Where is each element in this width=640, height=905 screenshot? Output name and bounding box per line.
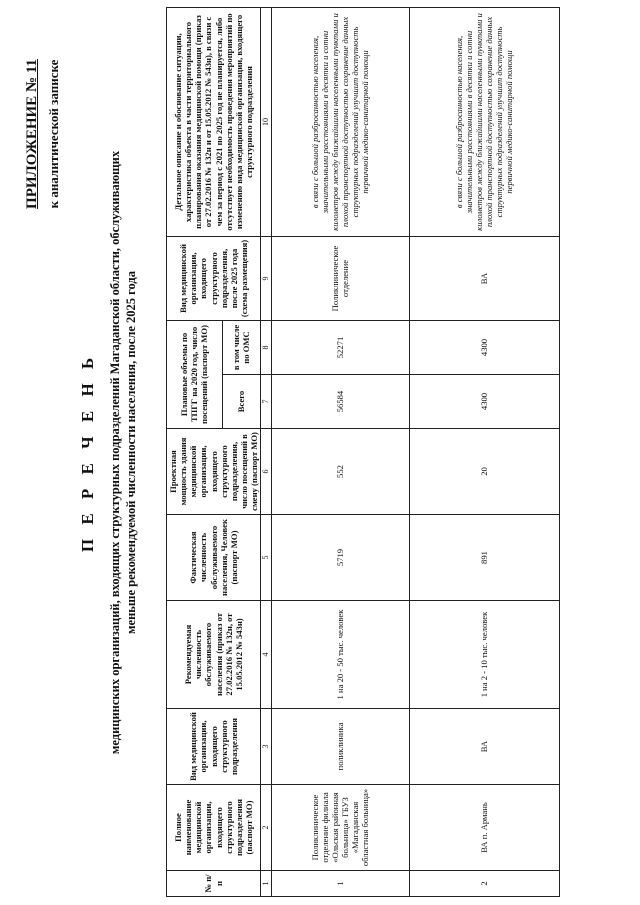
- column-number-row: [261, 7, 271, 896]
- row-number: 2: [409, 871, 559, 897]
- appendix-title: ПРИЛОЖЕНИЕ № 11: [24, 59, 40, 209]
- column-number: 6: [261, 429, 271, 515]
- row-oms: 52271: [271, 320, 409, 374]
- table-row: [409, 7, 559, 896]
- organizations-table: [166, 7, 560, 897]
- column-number: 3: [261, 709, 271, 785]
- header-row: [167, 7, 223, 896]
- row-type: поликлиника: [271, 709, 409, 785]
- row-actual: 5719: [271, 515, 409, 601]
- row-total: 56584: [271, 375, 409, 429]
- row-type: ВА: [409, 709, 559, 785]
- row-description: в связи с большой разбросанностью населения, значительными расстояниями в десятки и сотни километров между ближайшими населенными пунктами и плохой транспортной доступностью сохранение данных структурных подразделений улучшит доступность первичной медико-санитарной помощи: [271, 7, 409, 236]
- row-after-2025: ВА: [409, 236, 559, 320]
- row-recommended: 1 на 20 - 50 тыс. человек: [271, 601, 409, 709]
- column-number: 2: [261, 785, 271, 871]
- header-full-name: Полное наименование медицинской организации, входящего структурного подразделения (паспорт МО): [167, 785, 261, 871]
- row-recommended: 1 на 2 - 10 тыс. человек: [409, 601, 559, 709]
- header-type: Вид медицинской организации, входящего структурного подразделения: [167, 709, 261, 785]
- row-total: 4300: [409, 375, 559, 429]
- header-recommended: Рекомендуемая численность обслуживаемого населения (приказ от 27.02.2016 № 132н, от 15.05.2012 № 543н): [167, 601, 261, 709]
- header-capacity: Проектная мощность здания медицинской организации, входящего структурного подразделения, число посещений в смену (паспорт МО): [167, 429, 261, 515]
- subtitle-line-1: медицинских организаций, входящих структурных подразделений Магаданской области, обслуживающих: [108, 150, 122, 755]
- subtitle-line-2: меньше рекомендуемой численности населения, после 2025 года: [124, 271, 138, 634]
- column-number: 7: [261, 375, 271, 429]
- table-row: [271, 7, 409, 896]
- column-number: 8: [261, 320, 271, 374]
- row-number: 1: [271, 871, 409, 897]
- header-actual: Фактическая численность обслуживаемого населения, Человек (паспорт МО): [167, 515, 261, 601]
- row-oms: 4300: [409, 320, 559, 374]
- row-name: ВА п. Армань: [409, 785, 559, 871]
- header-description: Детальное описание и обоснование ситуации, характеристика объекта в части территориального планирования оказания медицинской помощи (приказ от 27.02.2016 № 132н и от 15.05.2012 № 543н), в связи с чем за период с 2021 по 2025 год не планируется, либо отсутствует необходимость проведения мероприятий по изменению вида медицинской организации, входящего структурного подразделения: [167, 7, 261, 236]
- column-number: 4: [261, 601, 271, 709]
- column-number: 5: [261, 515, 271, 601]
- row-capacity: 552: [271, 429, 409, 515]
- appendix-subtitle: к аналитической записке: [46, 59, 61, 209]
- header-number: № п/п: [167, 871, 261, 897]
- header-after-2025: Вид медицинской организации, входящего структурного подразделения, после 2025 года (схема размещения): [167, 236, 261, 320]
- header-total: Всего: [222, 375, 261, 429]
- row-description: в связи с большой разбросанностью населения, значительными расстояниями в десятки и сотни километров между ближайшими населенными пунктами и плохой транспортной доступностью сохранение данных структурных подразделений улучшит доступность первичной медико-санитарной помощи: [409, 7, 559, 236]
- document-title: П Е Р Е Ч Е Н Ь: [78, 352, 97, 553]
- row-capacity: 20: [409, 429, 559, 515]
- column-number: 9: [261, 236, 271, 320]
- row-actual: 891: [409, 515, 559, 601]
- row-after-2025: Поликлиническое отделение: [271, 236, 409, 320]
- column-number: 1: [261, 871, 271, 897]
- header-planned-volumes: Плановые объемы по ТПГГ на 2020 год, число посещений (паспорт МО): [167, 320, 223, 428]
- header-oms: в том числе по ОМС: [222, 320, 261, 374]
- row-name: Поликлиническое отделение филиала «Ольская районная больница» ГБУЗ «Магаданская областная больница»: [271, 785, 409, 871]
- column-number: 10: [261, 7, 271, 236]
